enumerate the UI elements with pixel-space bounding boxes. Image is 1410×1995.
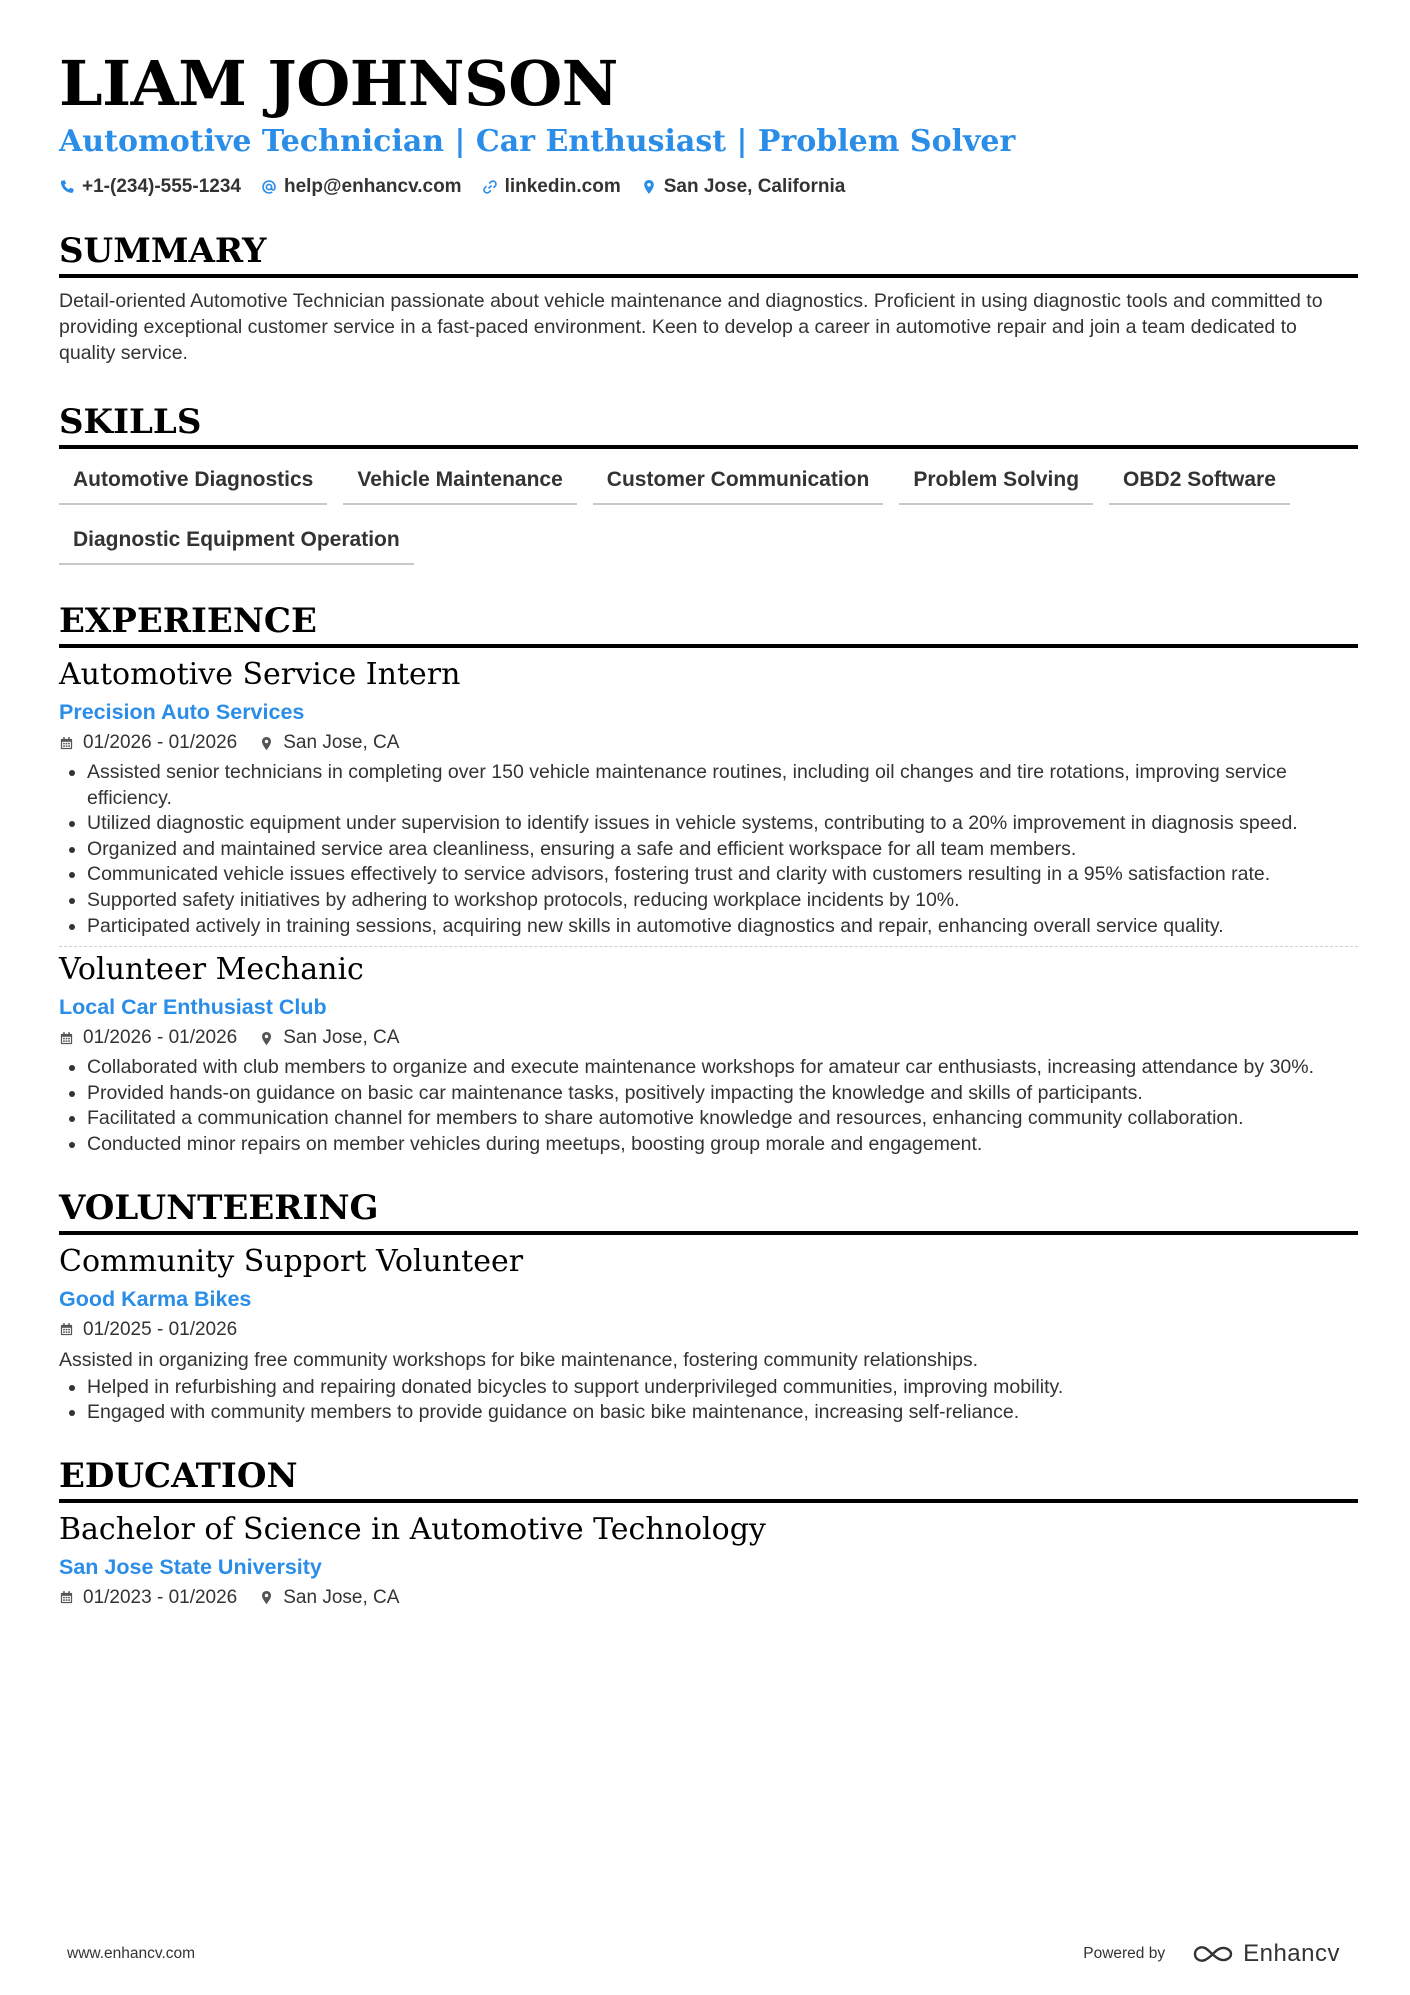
calendar-icon <box>59 1321 74 1338</box>
calendar-icon <box>59 735 74 752</box>
entry-dates: 01/2026 - 01/2026 <box>83 732 238 753</box>
contact-linkedin-text: linkedin.com <box>504 176 621 197</box>
entry-meta <box>59 1317 1358 1343</box>
skills-title: SKILLS <box>59 402 1358 449</box>
brand-name: Enhancv <box>1243 1940 1340 1967</box>
company-name: Local Car Enthusiast Club <box>59 995 327 1020</box>
achievement-item: • Engaged with community members to provide guidance on basic bike maintenance, increasing self-reliance. <box>87 1400 1358 1426</box>
entry-dates: 01/2025 - 01/2026 <box>83 1318 238 1340</box>
candidate-headline: Automotive Technician | Car Enthusiast | Problem Solver <box>59 124 1016 159</box>
entry-location: San Jose, CA <box>283 732 400 753</box>
at-icon <box>261 178 277 196</box>
skills-list <box>59 461 1358 581</box>
role-title: Automotive Service Intern <box>59 657 461 692</box>
achievement-item: • Conducted minor repairs on member vehicles during meetups, boosting group morale and engagement. <box>87 1132 1358 1158</box>
experience-entry <box>59 656 1358 939</box>
entry-meta <box>59 730 1358 756</box>
calendar-icon <box>59 1030 74 1047</box>
entry-location: San Jose, CA <box>283 1027 400 1049</box>
company-name: Precision Auto Services <box>59 700 305 724</box>
entry-description: Assisted in organizing free community workshops for bike maintenance, fostering community relationships. <box>59 1348 979 1371</box>
skill-tag: Vehicle Maintenance <box>343 461 576 505</box>
contact-location <box>641 176 846 198</box>
entry-divider <box>59 946 1358 947</box>
contact-email-text: help@enhancv.com <box>283 176 462 197</box>
footer-website-link[interactable]: www.enhancv.com <box>67 1945 196 1962</box>
skill-tag: Customer Communication <box>593 461 884 505</box>
skill-tag: OBD2 Software <box>1109 461 1290 505</box>
phone-icon <box>59 178 75 196</box>
achievement-item: • Helped in refurbishing and repairing donated bicycles to support underprivileged communities, improving mobility. <box>87 1375 1358 1401</box>
contact-location-text: San Jose, California <box>663 176 846 197</box>
summary-title: SUMMARY <box>59 231 1358 278</box>
candidate-name: LIAM JOHNSON <box>59 47 618 120</box>
summary-text: Detail-oriented Automotive Technician passionate about vehicle maintenance and diagnostics. Proficient in using diagnostic tools and committed to providing exceptional customer service in a fast-paced environment. Keen to develop a career in automotive repair and join a team dedicated to quality service. <box>59 290 1323 364</box>
summary-section <box>59 231 1358 366</box>
school-name: San Jose State University <box>59 1554 322 1579</box>
entry-location: San Jose, CA <box>283 1586 400 1608</box>
link-icon <box>482 178 498 196</box>
location-pin-icon <box>641 178 657 196</box>
entry-meta <box>59 1025 1358 1051</box>
education-title: EDUCATION <box>59 1456 1358 1503</box>
enhancv-logo[interactable] <box>1191 1940 1340 1968</box>
contact-linkedin[interactable] <box>482 176 621 198</box>
experience-title: EXPERIENCE <box>59 601 1358 648</box>
experience-section <box>59 601 1358 1158</box>
volunteering-section <box>59 1188 1358 1426</box>
skill-tag: Problem Solving <box>899 461 1093 505</box>
enhancv-logo-icon <box>1191 1942 1237 1966</box>
contact-bar <box>59 176 1358 198</box>
entry-dates: 01/2026 - 01/2026 <box>83 1027 238 1049</box>
achievement-item: • Participated actively in training sessions, acquiring new skills in automotive diagnostics and repair, enhancing overall service quality. <box>87 914 1358 940</box>
footer-branding <box>1083 1940 1340 1968</box>
location-pin-icon <box>259 1589 274 1606</box>
volunteering-title: VOLUNTEERING <box>59 1188 1358 1235</box>
organization-name: Good Karma Bikes <box>59 1286 252 1311</box>
education-section <box>59 1456 1358 1611</box>
achievement-item: • Provided hands-on guidance on basic car maintenance tasks, positively impacting the knowledge and skills of participants. <box>87 1081 1358 1107</box>
achievement-item: • Utilized diagnostic equipment under supervision to identify issues in vehicle systems, contributing to a 20% improvement in diagnosis speed. <box>87 811 1358 837</box>
skill-tag: Automotive Diagnostics <box>59 461 327 505</box>
achievement-list <box>59 1375 1358 1426</box>
achievement-item: • Assisted senior technicians in completing over 150 vehicle maintenance routines, including oil changes and tire rotations, improving service efficiency. <box>87 760 1358 811</box>
entry-dates: 01/2023 - 01/2026 <box>83 1586 238 1608</box>
degree-title: Bachelor of Science in Automotive Technology <box>59 1511 766 1547</box>
achievement-item: • Supported safety initiatives by adhering to workshop protocols, reducing workplace incidents by 10%. <box>87 888 1358 914</box>
skill-tag: Diagnostic Equipment Operation <box>59 521 414 565</box>
role-title: Community Support Volunteer <box>59 1243 524 1279</box>
achievement-item: • Communicated vehicle issues effectively to service advisors, fostering trust and clarity with customers resulting in a 95% satisfaction rate. <box>87 862 1358 888</box>
page-footer <box>67 1940 1340 1968</box>
calendar-icon <box>59 1589 74 1606</box>
role-title: Volunteer Mechanic <box>59 952 364 988</box>
contact-phone-text: +1-(234)-555-1234 <box>82 176 241 197</box>
contact-email[interactable] <box>261 176 462 198</box>
experience-entry <box>59 951 1358 1157</box>
location-pin-icon <box>259 1030 274 1047</box>
achievement-item: • Collaborated with club members to organize and execute maintenance workshops for amateur car enthusiasts, increasing attendance by 30%. <box>87 1055 1358 1081</box>
powered-by-label: Powered by <box>1083 1945 1166 1962</box>
skills-section <box>59 402 1358 581</box>
achievement-list <box>59 1055 1358 1157</box>
achievement-list <box>59 760 1358 939</box>
achievement-item: • Facilitated a communication channel for members to share automotive knowledge and resources, enhancing community collaboration. <box>87 1106 1358 1132</box>
entry-meta <box>59 1585 1358 1611</box>
achievement-item: • Organized and maintained service area cleanliness, ensuring a safe and efficient workspace for all team members. <box>87 837 1358 863</box>
contact-phone[interactable] <box>59 176 241 198</box>
location-pin-icon <box>259 735 274 752</box>
